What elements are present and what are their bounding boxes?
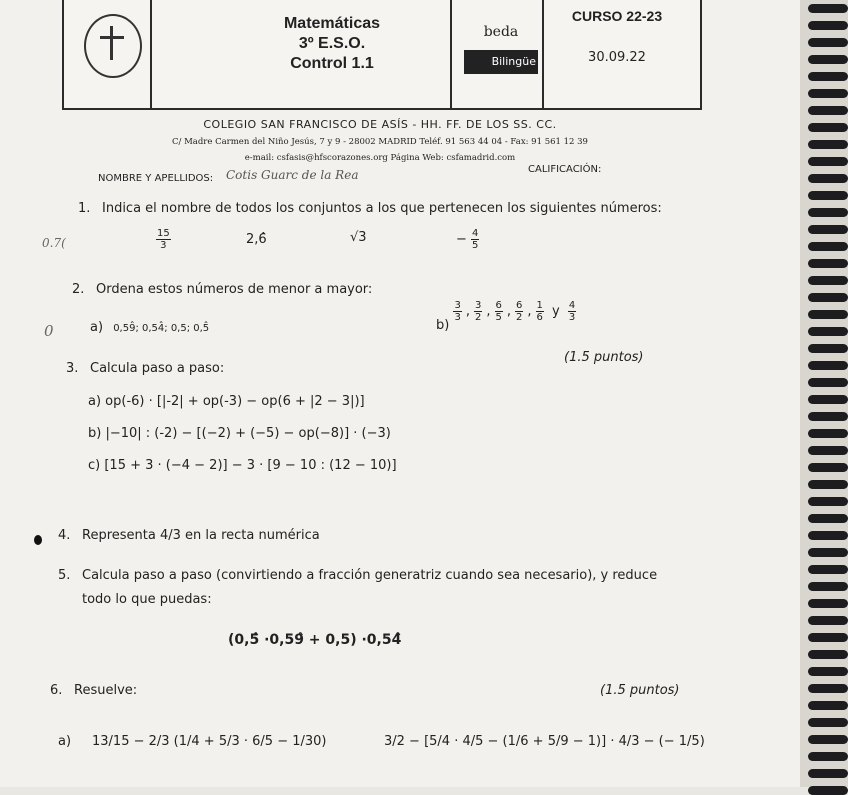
- spiral-ring: [808, 259, 848, 268]
- spiral-ring: [808, 106, 848, 115]
- q2b-fraction: $\frac{1}{6}$: [536, 300, 543, 323]
- spiral-ring: [808, 735, 848, 744]
- spiral-ring: [808, 242, 848, 251]
- q2b-fraction: $\frac{4}{3}$: [568, 300, 576, 323]
- name-label: NOMBRE Y APELLIDOS:: [98, 173, 214, 184]
- spiral-ring: [808, 395, 848, 404]
- spiral-ring: [808, 786, 848, 795]
- question-3-points: (1.5 puntos): [564, 350, 644, 365]
- spiral-ring: [808, 293, 848, 302]
- question-4-text: Representa 4/3 en la recta numérica: [82, 528, 320, 543]
- exam-header: [62, 0, 702, 110]
- question-4: 4. Representa 4/3 en la recta numérica: [58, 528, 320, 543]
- q6a-expression: 13/15 − 2/3 (1/4 + 5/3 · 6/5 − 1/30): [92, 734, 327, 749]
- q2b-fraction: $\frac{6}{2}$: [516, 300, 523, 323]
- spiral-ring: [808, 4, 848, 13]
- question-6-text: Resuelve:: [74, 683, 138, 698]
- subject-title: Matemáticas: [283, 15, 381, 32]
- spiral-ring: [808, 429, 848, 438]
- school-address: C/ Madre Carmen del Niño Jesús, 7 y 9 - 28002 MADRID Teléf. 91 563 44 04 - Fax: 91 561 12 39: [172, 137, 588, 147]
- spiral-ring: [808, 157, 848, 166]
- spiral-ring: [808, 633, 848, 642]
- q6b-expression: 3/2 − [5/4 · 4/5 − (1/6 + 5/9 − 1)] · 4/3 − (− 1/5): [384, 734, 705, 749]
- spiral-ring: [808, 548, 848, 557]
- q2b-fraction: $\frac{6}{5}$: [495, 300, 502, 323]
- header-divider: [62, 108, 698, 110]
- q2b: b) $\frac{3}{3}$ , $\frac{3}{2}$ , $\frac{6}{5}$ , $\frac{6}{2}$ , $\frac{1}{6}$ y $\frac{4}{3}$: [436, 300, 576, 333]
- question-1: 1. Indica el nombre de todos los conjuntos a los que pertenecen los siguientes números:: [78, 201, 662, 216]
- course-title: 3º E.S.O.: [298, 35, 366, 52]
- student-name-handwritten: Cotis Guarc de la Rea: [226, 168, 359, 182]
- beda-logo-text: beda: [483, 24, 519, 40]
- spiral-ring: [808, 412, 848, 421]
- spiral-ring: [808, 123, 848, 132]
- question-5: 5. Calcula paso a paso (convirtiendo a fracción generatriz cuando sea necesario), y reduce: [58, 568, 658, 583]
- spiral-ring: [808, 344, 848, 353]
- q1-item-fraction: $\frac{15}{3}$: [157, 228, 170, 251]
- spiral-ring: [808, 480, 848, 489]
- spiral-ring: [808, 565, 848, 574]
- question-1-text: Indica el nombre de todos los conjuntos a los que pertenecen los siguientes números:: [102, 201, 662, 216]
- exam-title: Control 1.1: [290, 55, 374, 72]
- spiral-ring: [808, 378, 848, 387]
- question-2: 2. Ordena estos números de menor a mayor:: [72, 282, 373, 297]
- spiral-ring: [808, 38, 848, 47]
- question-5-text-1: Calcula paso a paso (convirtiendo a fracción generatriz cuando sea necesario), y reduce: [82, 568, 658, 583]
- spiral-ring: [808, 752, 848, 761]
- spiral-ring: [808, 769, 848, 778]
- spiral-ring: [808, 208, 848, 217]
- spiral-ring: [808, 225, 848, 234]
- spiral-ring: [808, 650, 848, 659]
- spiral-ring: [808, 89, 848, 98]
- spiral-ring: [808, 361, 848, 370]
- school-crest-icon: [84, 14, 142, 78]
- spiral-ring: [808, 616, 848, 625]
- spiral-ring: [808, 310, 848, 319]
- q2b-fraction: $\frac{3}{3}$: [454, 300, 461, 323]
- spiral-ring: [808, 446, 848, 455]
- spiral-ring: [808, 514, 848, 523]
- spiral-ring: [808, 174, 848, 183]
- school-name: COLEGIO SAN FRANCISCO DE ASÍS - HH. FF. DE LOS SS. CC.: [203, 118, 557, 131]
- q6a-label: a): [58, 734, 72, 749]
- spiral-ring: [808, 327, 848, 336]
- spiral-ring: [808, 140, 848, 149]
- bilingue-badge: Bilingüe: [464, 50, 538, 74]
- q3c: c) [15 + 3 · (−4 − 2)] − 3 · [9 − 10 : (12 − 10)]: [88, 458, 397, 473]
- logo-cell: [64, 0, 152, 108]
- handwritten-mark-q2: 0: [44, 322, 54, 340]
- school-contact: e-mail: csfasis@hfscorazones.org Página Web: csfamadrid.com: [244, 153, 516, 163]
- q2a: a) 0,59̂; 0,54̂; 0,5; 0,5̂: [90, 320, 210, 335]
- q3a: a) op(-6) · [|-2| + op(-3) − op(6 + |2 − 3|)]: [88, 394, 365, 409]
- question-3: 3. Calcula paso a paso:: [66, 361, 225, 376]
- q2b-fraction: $\frac{3}{2}$: [474, 300, 482, 323]
- curso-label: CURSO 22-23: [571, 8, 663, 24]
- question-6: 6. Resuelve:: [50, 683, 138, 698]
- ink-dot: [34, 535, 42, 545]
- spiral-ring: [808, 463, 848, 472]
- spiral-ring: [808, 191, 848, 200]
- question-6-points: (1.5 puntos): [600, 683, 680, 698]
- spiral-ring: [808, 599, 848, 608]
- handwritten-mark-q1: 0.7(: [42, 236, 66, 250]
- question-2-text: Ordena estos números de menor a mayor:: [96, 282, 373, 297]
- spiral-ring: [808, 667, 848, 676]
- q3b: b) |−10| : (-2) − [(−2) + (−5) − op(−8)] · (−3): [88, 426, 391, 441]
- spiral-ring: [808, 582, 848, 591]
- question-5-text-2: todo lo que puedas:: [82, 592, 212, 607]
- spiral-ring: [808, 72, 848, 81]
- notebook-spiral: [800, 0, 848, 787]
- spiral-ring: [808, 531, 848, 540]
- exam-date: 30.09.22: [588, 50, 646, 65]
- beda-logo: [462, 6, 540, 78]
- q1-item-sqrt: √3: [350, 230, 367, 245]
- spiral-ring: [808, 701, 848, 710]
- spiral-ring: [808, 55, 848, 64]
- spiral-ring: [808, 718, 848, 727]
- question-3-text: Calcula paso a paso:: [90, 361, 225, 376]
- spiral-ring: [808, 497, 848, 506]
- spiral-ring: [808, 21, 848, 30]
- q1-item-negative-fraction: − $\frac{4}{5}$: [456, 228, 479, 251]
- spiral-ring: [808, 276, 848, 285]
- q5-expression: (0,5̂ ·0,59̂ + 0,5) ·0,54̂: [228, 632, 402, 648]
- spiral-ring: [808, 684, 848, 693]
- q1-item-periodic: 2,6̂: [246, 232, 267, 247]
- grade-label: CALIFICACIÓN:: [528, 164, 602, 175]
